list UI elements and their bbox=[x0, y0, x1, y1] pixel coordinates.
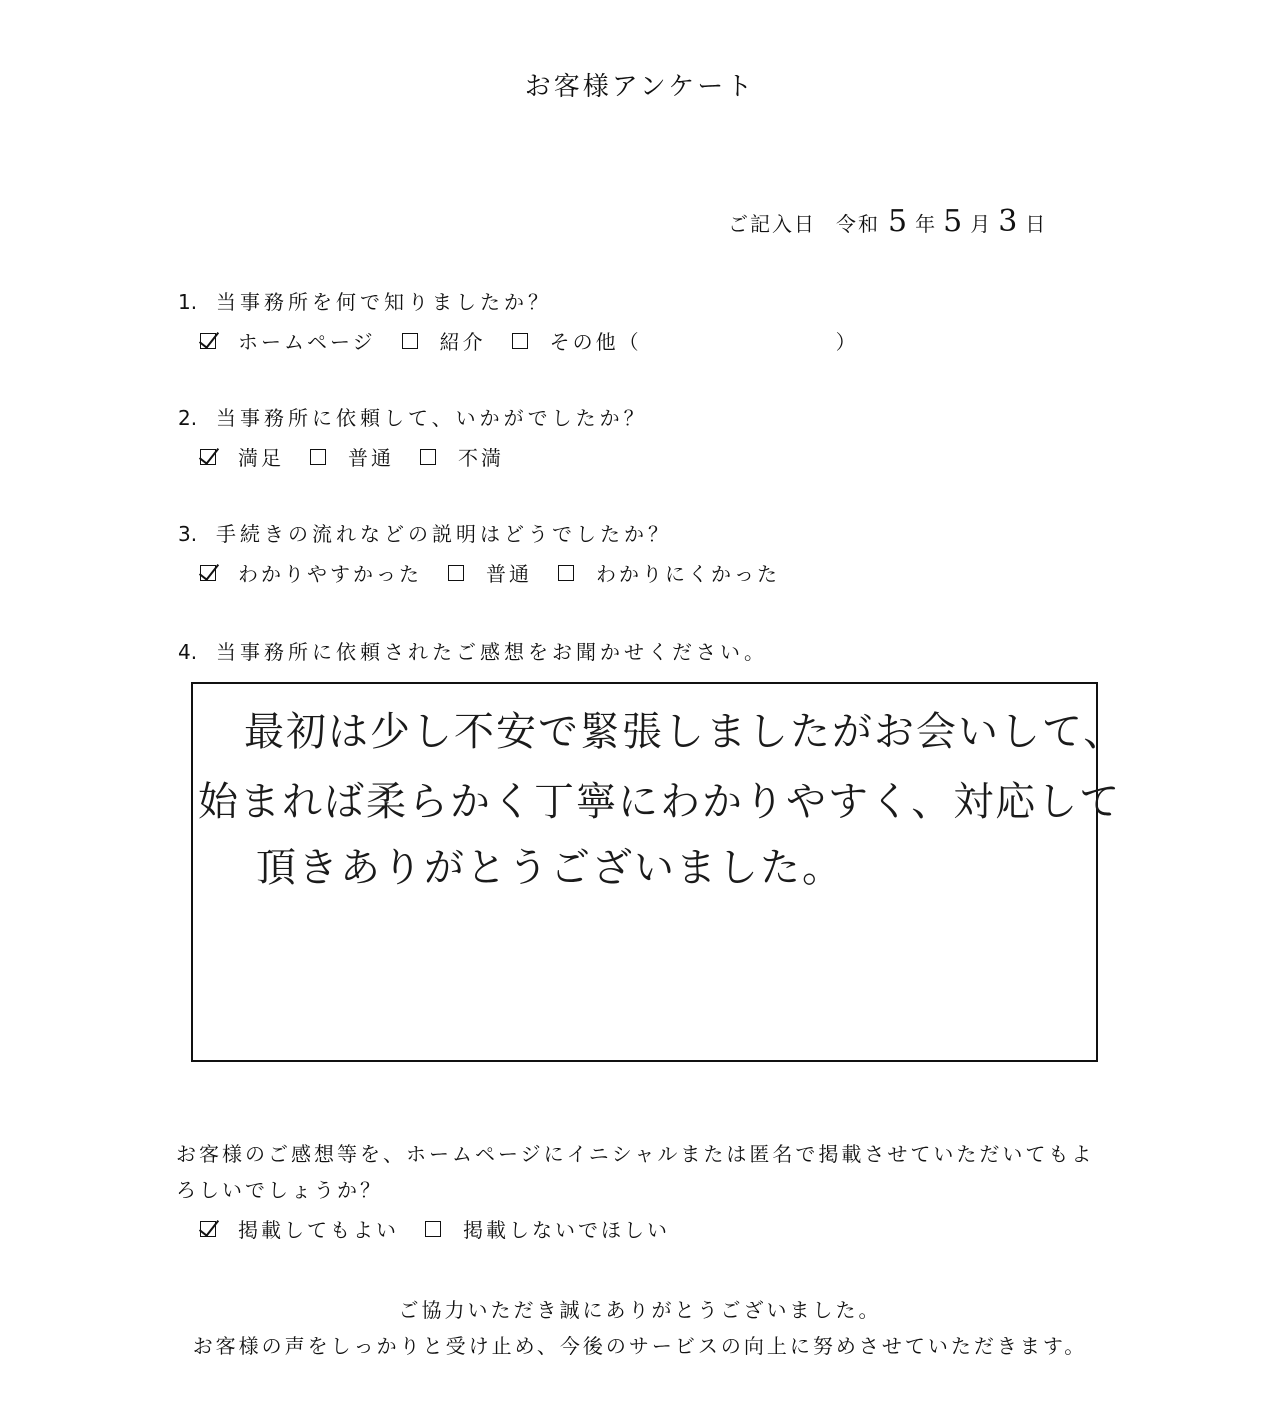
date-month-unit: 月 bbox=[970, 212, 991, 236]
option-allow-publish[interactable]: 掲載してもよい bbox=[200, 1214, 399, 1243]
checkbox-icon[interactable] bbox=[310, 449, 326, 465]
question-number: 3. bbox=[178, 522, 198, 546]
checkbox-icon[interactable] bbox=[420, 449, 436, 465]
option-satisfied[interactable]: 満足 bbox=[200, 442, 284, 471]
question-2-options bbox=[200, 442, 530, 471]
date-day-unit: 日 bbox=[1025, 212, 1046, 236]
option-deny-publish[interactable]: 掲載しないでほしい bbox=[425, 1214, 670, 1243]
checkbox-icon[interactable] bbox=[425, 1221, 441, 1237]
question-2 bbox=[178, 402, 648, 431]
checkbox-checked-icon[interactable] bbox=[200, 1221, 216, 1237]
date-year[interactable]: 5 bbox=[888, 204, 908, 239]
question-1-options bbox=[200, 326, 885, 355]
handwritten-line: 始まれば柔らかく丁寧にわかりやすく、対応して bbox=[198, 779, 1122, 825]
date-era: 令和 bbox=[836, 212, 880, 236]
date-month[interactable]: 5 bbox=[943, 204, 963, 239]
checkbox-icon[interactable] bbox=[558, 565, 574, 581]
entry-date bbox=[728, 204, 1045, 239]
handwritten-line: 最初は少し不安で緊張しましたがお会いして、 bbox=[244, 709, 1126, 755]
date-year-unit: 年 bbox=[915, 212, 936, 236]
option-homepage[interactable]: ホームページ bbox=[200, 326, 376, 355]
option-normal[interactable]: 普通 bbox=[448, 558, 532, 587]
checkbox-icon[interactable] bbox=[448, 565, 464, 581]
question-text: 当事務所に依頼して、いかがでしたか？ bbox=[216, 406, 648, 430]
option-referral[interactable]: 紹介 bbox=[402, 326, 486, 355]
footer-message: お客様の声をしっかりと受け止め、今後のサービスの向上に努めさせていただきます。 bbox=[192, 1334, 1088, 1358]
question-1 bbox=[178, 286, 552, 315]
question-4 bbox=[178, 636, 768, 665]
question-text: 当事務所に依頼されたご感想をお聞かせください。 bbox=[216, 640, 768, 664]
checkbox-checked-icon[interactable] bbox=[200, 565, 216, 581]
permission-options bbox=[200, 1214, 696, 1243]
permission-question: お客様のご感想等を、ホームページにイニシャルまたは匿名で掲載させていただいてもよ bbox=[176, 1142, 1095, 1166]
checkbox-icon[interactable] bbox=[512, 333, 528, 349]
question-number: 4. bbox=[178, 640, 198, 664]
permission-question-cont: ろしいでしょうか？ bbox=[176, 1178, 383, 1202]
date-label: ご記入日 bbox=[728, 212, 816, 236]
checkbox-icon[interactable] bbox=[402, 333, 418, 349]
date-day[interactable]: 3 bbox=[998, 204, 1018, 239]
question-3 bbox=[178, 518, 672, 547]
question-number: 2. bbox=[178, 406, 198, 430]
checkbox-checked-icon[interactable] bbox=[200, 449, 216, 465]
option-easy[interactable]: わかりやすかった bbox=[200, 558, 422, 587]
handwritten-line: 頂きありがとうございました。 bbox=[256, 845, 844, 891]
option-average[interactable]: 普通 bbox=[310, 442, 394, 471]
checkbox-checked-icon[interactable] bbox=[200, 333, 216, 349]
option-dissatisfied[interactable]: 不満 bbox=[420, 442, 504, 471]
question-number: 1. bbox=[178, 290, 198, 314]
footer-thanks: ご協力いただき誠にありがとうございました。 bbox=[398, 1298, 882, 1322]
question-3-options bbox=[200, 558, 806, 587]
question-text: 手続きの流れなどの説明はどうでしたか？ bbox=[216, 522, 672, 546]
page-title: お客様アンケート bbox=[524, 72, 756, 102]
option-hard[interactable]: わかりにくかった bbox=[558, 558, 780, 587]
question-text: 当事務所を何で知りましたか？ bbox=[216, 290, 552, 314]
option-other[interactable]: その他（ ） bbox=[512, 326, 859, 355]
